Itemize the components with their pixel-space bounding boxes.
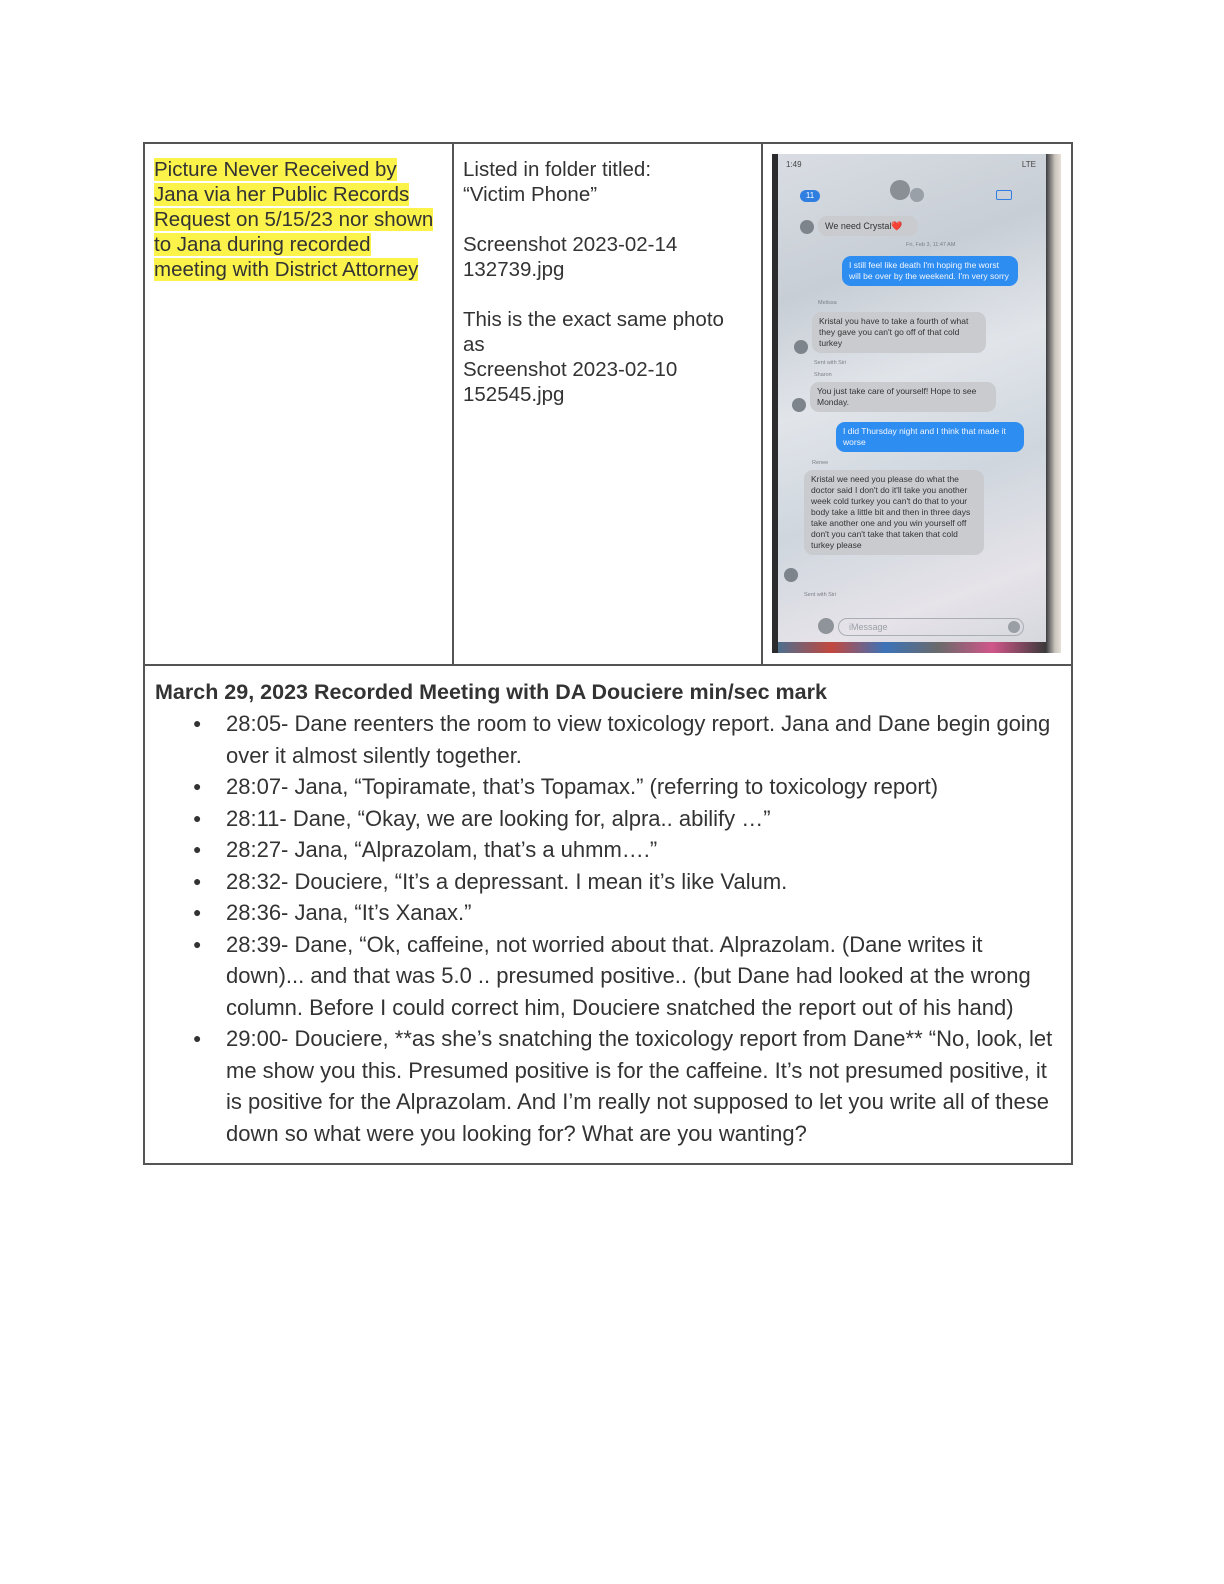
list-item: ● 28:39- Dane, “Ok, caffeine, not worried about that. Alprazolam. (Dane writes it down)... and that was 5.0 .. presumed positive.. (but Dane had looked at the wrong column. Before I could correct him, Douciere snatched the report out of his hand) bbox=[226, 929, 1061, 1024]
message-bubble: Kristal you have to take a fourth of what they gave you can't go off of that cold turkey bbox=[812, 312, 986, 353]
highlighted-note: Picture Never Received by Jana via her Public Records Request on 5/15/23 nor shown to Jana during recorded meeting with District Attorney bbox=[154, 158, 434, 281]
app-dock-strip bbox=[778, 642, 1046, 653]
evidence-row bbox=[144, 143, 1072, 665]
imessage-input: iMessage bbox=[838, 618, 1024, 636]
phone-edge bbox=[1046, 154, 1061, 653]
status-time: 1:49 bbox=[786, 160, 802, 169]
message-bubble: I did Thursday night and I think that made it worse bbox=[836, 422, 1024, 452]
message-bubble: Kristal we need you please do what the doctor said I don't do it'll take you another week cold turkey you can't do that to your body take a little bit and then in three days take another one and you win yourself off don't you can't take that taken that cold turkey please bbox=[804, 470, 984, 555]
notes-title: March 29, 2023 Recorded Meeting with DA Douciere min/sec mark bbox=[155, 680, 827, 704]
screenshot-cell bbox=[762, 143, 1072, 665]
same-photo-text: This is the exact same photo as bbox=[463, 308, 724, 356]
audio-icon bbox=[1008, 621, 1020, 633]
video-call-icon bbox=[996, 190, 1012, 200]
app-store-icon bbox=[818, 618, 834, 634]
sender-avatar bbox=[784, 568, 798, 582]
message-bubble: You just take care of yourself! Hope to see Monday. bbox=[810, 382, 996, 412]
sender-avatar bbox=[792, 398, 806, 412]
notes-list bbox=[155, 708, 1061, 1149]
group-avatar bbox=[890, 180, 910, 200]
phone-screen bbox=[778, 154, 1046, 653]
sent-with-siri: Sent with Siri bbox=[804, 592, 837, 598]
file-info-cell bbox=[453, 143, 762, 665]
evidence-table bbox=[143, 142, 1073, 1165]
status-signal: LTE bbox=[1021, 160, 1036, 169]
phone-screenshot bbox=[772, 154, 1061, 653]
file-name-line1: Screenshot 2023-02-14 bbox=[463, 233, 678, 256]
list-item: ● 29:00- Douciere, **as she’s snatching the toxicology report from Dane** “No, look, let me show you this. Presumed positive is for the caffeine. It’s not presumed positive, it is positive for the Alprazolam. And I’m really not supposed to let you write all of these down so what were you looking for? What are you wanting? bbox=[226, 1023, 1061, 1149]
other-file-line1: Screenshot 2023-02-10 bbox=[463, 358, 678, 381]
message-bubble: I still feel like death I'm hoping the worst will be over by the weekend. I'm very sorry bbox=[842, 256, 1018, 286]
folder-name: “Victim Phone” bbox=[463, 183, 598, 206]
group-avatar-secondary bbox=[910, 188, 924, 202]
sender-name: Renee bbox=[812, 460, 829, 466]
list-item: ● 28:32- Douciere, “It’s a depressant. I mean it’s like Valum. bbox=[226, 866, 1061, 898]
note-cell bbox=[144, 143, 453, 665]
back-chevron-icon: 11 bbox=[800, 190, 820, 202]
notes-cell bbox=[144, 665, 1072, 1164]
sender-avatar bbox=[794, 340, 808, 354]
folder-label: Listed in folder titled: bbox=[463, 158, 652, 181]
sender-name: Melissa bbox=[818, 300, 837, 306]
list-item: ● 28:11- Dane, “Okay, we are looking for, alpra.. abilify …” bbox=[226, 803, 1061, 835]
list-item: ● 28:05- Dane reenters the room to view toxicology report. Jana and Dane begin going over it almost silently together. bbox=[226, 708, 1061, 771]
file-name-line2: 132739.jpg bbox=[463, 258, 565, 281]
message-bubble: We need Crystal❤️ bbox=[818, 216, 918, 236]
list-item: ● 28:07- Jana, “Topiramate, that’s Topamax.” (referring to toxicology report) bbox=[226, 771, 1061, 803]
sender-avatar bbox=[800, 220, 814, 234]
list-item: ● 28:36- Jana, “It’s Xanax.” bbox=[226, 897, 1061, 929]
message-timestamp: Fri, Feb 3, 11:47 AM bbox=[906, 242, 956, 248]
list-item: ● 28:27- Jana, “Alprazolam, that’s a uhmm….” bbox=[226, 834, 1061, 866]
sender-name: Sharon bbox=[814, 372, 832, 378]
sent-with-siri: Sent with Siri bbox=[814, 360, 847, 366]
notes-row bbox=[144, 665, 1072, 1164]
other-file-line2: 152545.jpg bbox=[463, 383, 565, 406]
